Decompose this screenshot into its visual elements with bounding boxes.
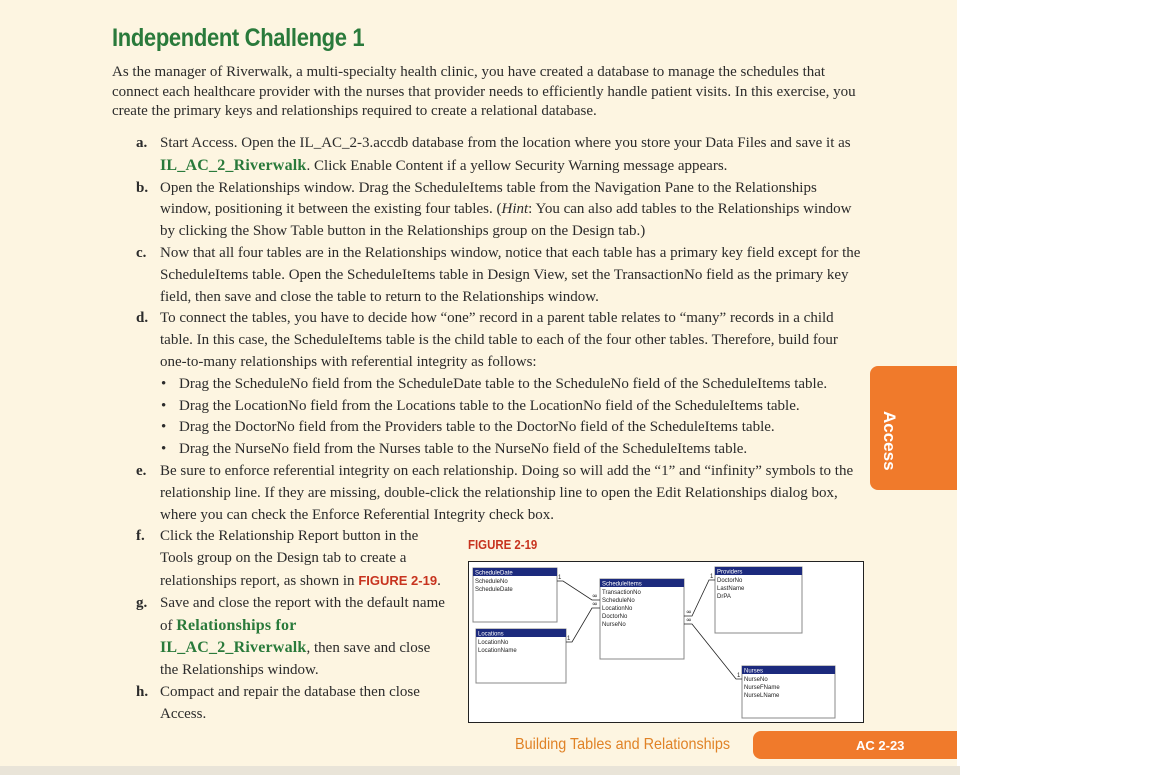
database-filename: IL_AC_2_Riverwalk bbox=[160, 156, 307, 174]
footer-chapter-title: Building Tables and Relationships bbox=[515, 736, 731, 753]
table-field: LocationName bbox=[478, 648, 517, 654]
table-name: Nurses bbox=[744, 668, 764, 675]
table-box bbox=[476, 629, 566, 683]
many-symbol: ∞ bbox=[592, 600, 598, 608]
relationship-line bbox=[684, 574, 715, 616]
intro-paragraph: As the manager of Riverwalk, a multi-specialty health clinic, you have created a database to manage the schedules that connect each healthcare provider with the nurses that provider needs to efficiently handle patient visits. In this exercise, you create the primary keys and relationships required to create a relational database. bbox=[112, 64, 856, 120]
one-symbol: 1 bbox=[710, 574, 714, 580]
table-field: NurseFName bbox=[744, 685, 780, 691]
bullet-item: • Drag the LocationNo field from the Locations table to the LocationNo field of the ScheduleItems table. bbox=[160, 396, 864, 418]
table-field: DoctorNo bbox=[602, 614, 628, 620]
table-name: Locations bbox=[478, 631, 504, 638]
report-name: Relationships for IL_AC_2_Riverwalk bbox=[160, 616, 307, 657]
hint-label: Hint bbox=[501, 201, 529, 218]
many-symbol: ∞ bbox=[686, 616, 692, 624]
relationship-line bbox=[566, 600, 600, 642]
footer-page-bar bbox=[753, 731, 957, 759]
table-name: Providers bbox=[717, 569, 743, 576]
table-field: NurseLName bbox=[744, 693, 780, 699]
table-box bbox=[742, 666, 835, 718]
step-c: c. Now that all four tables are in the Relationships window, notice that each table has a primary key field except for the ScheduleItems table. Open the ScheduleItems table in Design View, set the TransactionNo field as the primary key field, then save and close the table to return to the Relationships window. bbox=[136, 244, 861, 305]
step-e: e. Be sure to enforce referential integrity on each relationship. Doing so will add the “1” and “infinity” symbols to the relationship line. If they are missing, double-click the relationship line to open the Edit Relationships dialog box, where you can check the Enforce Referential Integrity check box. bbox=[136, 462, 854, 523]
table-field: DrPA bbox=[717, 594, 731, 600]
table-box bbox=[473, 568, 557, 622]
step-letter: a. bbox=[136, 135, 148, 151]
table-box bbox=[600, 579, 684, 659]
table-field: LocationNo bbox=[478, 640, 509, 646]
step-letter: c. bbox=[136, 244, 147, 261]
step-letter: e. bbox=[136, 462, 147, 479]
bullet-item: • Drag the NurseNo field from the Nurses table to the NurseNo field of the ScheduleItems table. bbox=[160, 439, 864, 461]
table-field: DoctorNo bbox=[717, 578, 743, 584]
step-a: a. Start Access. Open the IL_AC_2-3.accdb database from the location where you store your Data Files and save it as IL_AC_2_Riverwalk. Click Enable Content if a yellow Security Warning message appears. bbox=[136, 135, 851, 174]
relationship-path bbox=[566, 608, 600, 642]
table-box bbox=[715, 567, 802, 633]
table-name: ScheduleDate bbox=[475, 570, 513, 577]
step-letter: d. bbox=[136, 310, 149, 327]
table-field: ScheduleDate bbox=[475, 587, 513, 593]
relationship-bullets bbox=[160, 374, 864, 461]
access-tab-label: Access bbox=[880, 411, 899, 471]
table-field: ScheduleNo bbox=[475, 579, 508, 585]
step-h: h. Compact and repair the database then close Access. bbox=[136, 683, 420, 722]
table-field: NurseNo bbox=[602, 622, 626, 628]
table-border bbox=[715, 567, 802, 633]
step-f: f. Click the Relationship Report button in the Tools group on the Design tab to create a relationships report, as shown in FIGURE 2-19. bbox=[136, 528, 441, 589]
many-symbol: ∞ bbox=[592, 592, 598, 600]
page-edge bbox=[0, 766, 960, 775]
table-field: ScheduleNo bbox=[602, 598, 635, 604]
step-letter: g. bbox=[136, 594, 148, 611]
step-g: g. Save and close the report with the default name of Relationships for IL_AC_2_Riverwalk, then save and close the Relationships window. bbox=[136, 594, 445, 679]
many-symbol: ∞ bbox=[686, 608, 692, 616]
bullet-item: • Drag the DoctorNo field from the Providers table to the DoctorNo field of the ScheduleItems table. bbox=[160, 417, 864, 439]
one-symbol: 1 bbox=[737, 673, 741, 679]
step-letter: f. bbox=[136, 528, 145, 545]
table-field: TransactionNo bbox=[602, 590, 641, 596]
bullet-item: • Drag the ScheduleNo field from the ScheduleDate table to the ScheduleNo field of the ScheduleItems table. bbox=[160, 374, 864, 396]
step-letter: b. bbox=[136, 179, 149, 196]
footer-page-number: AC 2-23 bbox=[856, 738, 905, 753]
relationships-diagram bbox=[469, 562, 863, 722]
relationships-report-figure bbox=[468, 561, 864, 723]
figure-reference: FIGURE 2-19 bbox=[358, 572, 438, 588]
table-field: NurseNo bbox=[744, 677, 768, 683]
relationship-line bbox=[557, 575, 600, 600]
one-symbol: 1 bbox=[567, 636, 571, 642]
table-field: LastName bbox=[717, 586, 745, 592]
section-heading: Independent Challenge 1 bbox=[112, 24, 365, 52]
table-field: LocationNo bbox=[602, 606, 633, 612]
step-b: b. Open the Relationships window. Drag the ScheduleItems table from the Navigation Pane to the Relationships window, positioning it between the existing four tables. (Hint: You can also add tables to the Relationships window by clicking the Show Table button in the Relationships group on the Design tab.) bbox=[136, 179, 852, 240]
step-letter: h. bbox=[136, 683, 149, 700]
figure-caption: FIGURE 2-19 bbox=[468, 537, 538, 552]
one-symbol: 1 bbox=[558, 575, 562, 581]
step-d: d. To connect the tables, you have to decide how “one” record in a parent table relates to “many” records in a child table. In this case, the ScheduleItems table is the child table to each of the four other tables. Therefore, build four one-to-many relationships with referential integrity as follows: • Drag the ScheduleNo field from the ScheduleDate table to the ScheduleNo field of the ScheduleItems table. • Drag the LocationNo field from the Locations table to the LocationNo field of the ScheduleItems table. • Drag the DoctorNo field from the Providers table to the DoctorNo field of the ScheduleItems table. • Drag the NurseNo field from the Nurses table to the NurseNo field of the ScheduleItems table. bbox=[136, 308, 864, 461]
table-name: ScheduleItems bbox=[602, 581, 642, 588]
